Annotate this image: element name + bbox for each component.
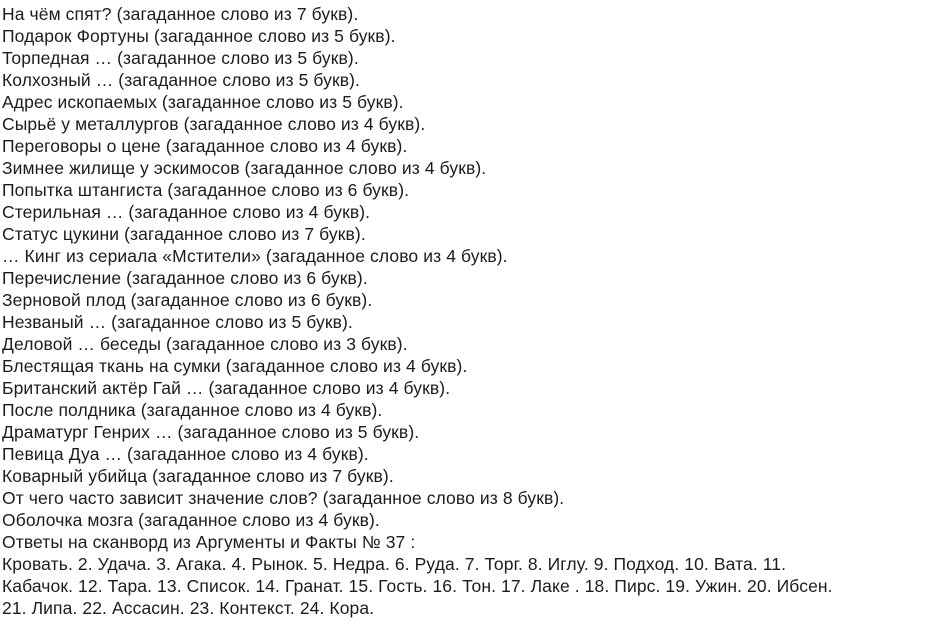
clue-line-4: Колхозный … (загаданное слово из 5 букв). <box>2 70 360 90</box>
clue-line-20: Драматург Генрих … (загаданное слово из 5 букв). <box>2 422 420 442</box>
clue-line-17: Блестящая ткань на сумки (загаданное слово из 4 букв). <box>2 356 468 376</box>
clue-line-18: Британский актёр Гай … (загаданное слово из 4 букв). <box>2 378 451 398</box>
clue-line-15: Незваный … (загаданное слово из 5 букв). <box>2 312 353 332</box>
clue-line-1: На чём спят? (загаданное слово из 7 букв). <box>2 4 359 24</box>
answers-line-3: 21. Липа. 22. Ассасин. 23. Контекст. 24. Кора. <box>2 598 375 618</box>
clue-line-13: Перечисление (загаданное слово из 6 букв). <box>2 268 368 288</box>
answers-heading: Ответы на сканворд из Аргументы и Факты № 37 : <box>2 532 416 552</box>
clue-line-2: Подарок Фортуны (загаданное слово из 5 букв). <box>2 26 396 46</box>
clue-line-10: Стерильная … (загаданное слово из 4 букв). <box>2 202 371 222</box>
clue-line-5: Адрес ископаемых (загаданное слово из 5 букв). <box>2 92 404 112</box>
clue-line-14: Зерновой плод (загаданное слово из 6 букв). <box>2 290 373 310</box>
clue-line-11: Статус цукини (загаданное слово из 7 букв). <box>2 224 366 244</box>
answers-line-1: Кровать. 2. Удача. 3. Агака. 4. Рынок. 5. Недра. 6. Руда. 7. Торг. 8. Иглу. 9. Подход. 10. Вата. 11. <box>2 554 787 574</box>
clue-line-12: … Кинг из сериала «Мстители» (загаданное слово из 4 букв). <box>2 246 508 266</box>
clue-line-24: Оболочка мозга (загаданное слово из 4 букв). <box>2 510 380 530</box>
answers-line-2: Кабачок. 12. Тара. 13. Список. 14. Гранат. 15. Гость. 16. Тон. 17. Лаке . 18. Пирс. 19. Ужин. 20. Ибсен. <box>2 576 833 596</box>
clue-line-3: Торпедная … (загаданное слово из 5 букв). <box>2 48 359 68</box>
clue-line-22: Коварный убийца (загаданное слово из 7 букв). <box>2 466 394 486</box>
clue-line-21: Певица Дуа … (загаданное слово из 4 букв). <box>2 444 369 464</box>
clue-line-23: От чего часто зависит значение слов? (загаданное слово из 8 букв). <box>2 488 565 508</box>
clue-line-8: Зимнее жилище у эскимосов (загаданное слово из 4 букв). <box>2 158 487 178</box>
clue-line-6: Сырьё у металлургов (загаданное слово из 4 букв). <box>2 114 426 134</box>
clue-line-19: После полдника (загаданное слово из 4 букв). <box>2 400 383 420</box>
clue-line-9: Попытка штангиста (загаданное слово из 6 букв). <box>2 180 410 200</box>
clue-line-16: Деловой … беседы (загаданное слово из 3 букв). <box>2 334 408 354</box>
clue-line-7: Переговоры о цене (загаданное слово из 4 букв). <box>2 136 408 156</box>
